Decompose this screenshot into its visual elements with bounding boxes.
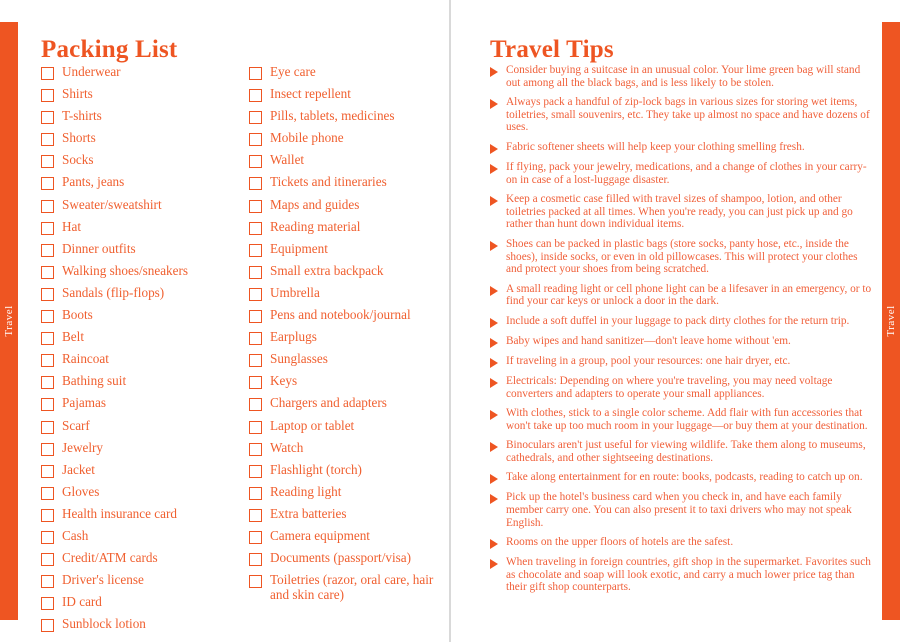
list-item[interactable] — [249, 395, 439, 411]
travel-tips-title: Travel Tips — [490, 36, 614, 63]
list-item[interactable] — [41, 395, 231, 411]
list-item-label: Keys — [270, 373, 298, 389]
list-item[interactable] — [249, 263, 439, 279]
list-item[interactable] — [41, 373, 231, 389]
checkbox-icon[interactable] — [249, 487, 262, 500]
list-item-label: Underwear — [62, 64, 121, 79]
checkbox-icon[interactable] — [41, 531, 54, 544]
list-item-label: Belt — [62, 329, 84, 345]
triangle-bullet-icon — [490, 318, 498, 328]
checkbox-icon[interactable] — [249, 398, 262, 411]
list-item[interactable] — [249, 174, 439, 190]
checkbox-icon[interactable] — [41, 244, 54, 257]
list-item[interactable] — [249, 152, 439, 168]
list-item[interactable] — [249, 130, 439, 146]
checkbox-icon[interactable] — [41, 222, 54, 235]
checkbox-icon[interactable] — [41, 67, 54, 80]
list-item[interactable] — [249, 440, 439, 456]
list-item-label: Cash — [62, 527, 89, 543]
list-item-label: Jewelry — [62, 439, 104, 455]
list-item — [490, 141, 875, 154]
list-item[interactable] — [249, 64, 439, 80]
checkbox-icon[interactable] — [41, 509, 54, 522]
checkbox-icon[interactable] — [249, 443, 262, 456]
list-item — [490, 407, 875, 432]
checkbox-icon[interactable] — [41, 443, 54, 456]
checkbox-icon[interactable] — [41, 553, 54, 566]
list-item-label: Hat — [62, 218, 82, 234]
list-item-label: Walking shoes/sneakers — [62, 262, 189, 278]
triangle-bullet-icon — [490, 442, 498, 452]
list-item[interactable] — [249, 285, 439, 301]
checkbox-icon[interactable] — [249, 354, 262, 367]
list-item[interactable] — [249, 197, 439, 213]
checkbox-icon[interactable] — [41, 155, 54, 168]
list-item[interactable] — [249, 572, 439, 602]
checkbox-icon[interactable] — [41, 398, 54, 411]
list-item[interactable] — [41, 594, 231, 610]
triangle-bullet-icon — [490, 358, 498, 368]
tip-text: With clothes, stick to a single color scheme. Add flair with fun accessories that won't take up too much room in your luggage—or buy them at your destination. — [506, 407, 868, 432]
list-item-label: Jacket — [62, 461, 95, 477]
list-item-label: Tickets and itineraries — [270, 174, 387, 190]
checkbox-icon[interactable] — [249, 200, 262, 213]
list-item-label: Gloves — [62, 483, 100, 499]
checkbox-icon[interactable] — [249, 509, 262, 522]
list-item-label: Scarf — [62, 417, 90, 433]
checkbox-icon[interactable] — [249, 133, 262, 146]
list-item-label: Eye care — [270, 64, 316, 79]
list-item[interactable] — [249, 418, 439, 434]
checkbox-icon[interactable] — [41, 332, 54, 345]
list-item — [490, 536, 875, 549]
list-item-label: Pants, jeans — [62, 174, 125, 190]
list-item[interactable] — [41, 241, 231, 257]
list-item[interactable] — [249, 484, 439, 500]
list-item — [490, 315, 875, 328]
list-item-label: Chargers and adapters — [270, 395, 387, 411]
list-item[interactable] — [41, 572, 231, 588]
list-item-label: Sunblock lotion — [62, 616, 146, 632]
checkbox-icon[interactable] — [249, 531, 262, 544]
tip-text: Take along entertainment for en route: books, podcasts, reading to catch up on. — [506, 471, 863, 484]
list-item[interactable] — [41, 506, 231, 522]
checkbox-icon[interactable] — [249, 67, 262, 80]
list-item[interactable] — [41, 130, 231, 146]
list-item[interactable] — [249, 351, 439, 367]
list-item[interactable] — [41, 174, 231, 190]
list-item-label: Dinner outfits — [62, 240, 136, 256]
list-item[interactable] — [41, 329, 231, 345]
list-item[interactable] — [249, 462, 439, 478]
checkbox-icon[interactable] — [249, 575, 262, 588]
list-item-label: T-shirts — [62, 108, 102, 124]
list-item-label: Pajamas — [62, 395, 106, 411]
list-item-label: Bathing suit — [62, 373, 127, 389]
triangle-bullet-icon — [490, 286, 498, 296]
tip-text: If traveling in a group, pool your resources: one hair dryer, etc. — [506, 354, 791, 367]
list-item-label: Boots — [62, 307, 93, 323]
list-item-label: Health insurance card — [62, 505, 177, 521]
checkbox-icon[interactable] — [249, 421, 262, 434]
list-item[interactable] — [249, 506, 439, 522]
tip-text: Keep a cosmetic case filled with travel sizes of shampoo, lotion, and other toiletries packed at all times. When you're ready, you can just pick up and go rather than hunt down individual items. — [506, 193, 853, 231]
checkbox-icon[interactable] — [41, 354, 54, 367]
list-item — [490, 283, 875, 308]
list-item[interactable] — [41, 418, 231, 434]
list-item-label: Documents (passport/visa) — [270, 550, 412, 566]
list-item — [490, 238, 875, 276]
list-item[interactable] — [249, 329, 439, 345]
packing-list-columns — [41, 64, 441, 638]
list-item-label: Driver's license — [62, 572, 144, 588]
list-item-label: Maps and guides — [270, 196, 360, 212]
edge-tab-left-cut-bottom — [0, 620, 18, 642]
list-item-label: ID card — [62, 594, 102, 610]
triangle-bullet-icon — [490, 494, 498, 504]
tip-text: When traveling in foreign countries, gift shop in the supermarket. Favorites such as chocolate and soap will look exotic, and carry a much lower price tag than their gift shop counterparts. — [506, 556, 871, 594]
list-item[interactable] — [41, 86, 231, 102]
triangle-bullet-icon — [490, 559, 498, 569]
list-item-label: Mobile phone — [270, 130, 344, 146]
list-item[interactable] — [41, 197, 231, 213]
checkbox-icon[interactable] — [41, 465, 54, 478]
list-item[interactable] — [41, 263, 231, 279]
triangle-bullet-icon — [490, 474, 498, 484]
checkbox-icon[interactable] — [249, 332, 262, 345]
tip-text: Binoculars aren't just useful for viewing wildlife. Take them along to museums, cathedrals, and other sightseeing destinations. — [506, 439, 866, 464]
checkbox-icon[interactable] — [41, 200, 54, 213]
triangle-bullet-icon — [490, 164, 498, 174]
tip-text: A small reading light or cell phone light can be a lifesaver in an emergency, or to find your car keys or unlock a door in the dark. — [506, 282, 872, 308]
list-item[interactable] — [249, 108, 439, 124]
checkbox-icon[interactable] — [41, 288, 54, 301]
triangle-bullet-icon — [490, 67, 498, 77]
list-item[interactable] — [249, 307, 439, 323]
list-item-label: Small extra backpack — [270, 262, 384, 278]
packing-list-column-1 — [41, 64, 231, 638]
edge-tab-right-cut-bottom — [882, 620, 900, 642]
list-item[interactable] — [249, 550, 439, 566]
list-item[interactable] — [41, 351, 231, 367]
tip-text: Consider buying a suitcase in an unusual color. Your lime green bag will stand out among all the black bags, and is less likely to be stolen. — [506, 64, 861, 89]
list-item[interactable] — [41, 64, 231, 80]
list-item-label: Reading material — [270, 218, 361, 234]
list-item-label: Reading light — [270, 483, 342, 499]
checkbox-icon[interactable] — [41, 619, 54, 632]
travel-tips-page — [451, 0, 882, 642]
list-item-label: Watch — [270, 439, 304, 455]
edge-tab-left-cut-top — [0, 0, 18, 22]
list-item-label: Insect repellent — [270, 86, 351, 102]
list-item — [490, 375, 875, 400]
checkbox-icon[interactable] — [41, 376, 54, 389]
packing-list-page — [18, 0, 449, 642]
checkbox-icon[interactable] — [249, 310, 262, 323]
checkbox-icon[interactable] — [41, 575, 54, 588]
list-item-label: Earplugs — [270, 329, 317, 345]
list-item[interactable] — [41, 528, 231, 544]
triangle-bullet-icon — [490, 144, 498, 154]
tip-text: Fabric softener sheets will help keep your clothing smelling fresh. — [506, 140, 805, 153]
tip-text: Include a soft duffel in your luggage to pack dirty clothes for the return trip. — [506, 314, 850, 327]
tip-text: If flying, pack your jewelry, medications, and a change of clothes in your carry-on in case of a lost-luggage disaster. — [506, 160, 867, 186]
checkbox-icon[interactable] — [41, 111, 54, 124]
triangle-bullet-icon — [490, 539, 498, 549]
edge-tab-right — [882, 0, 900, 642]
list-item-label: Shirts — [62, 86, 93, 102]
list-item-label: Credit/ATM cards — [62, 550, 158, 566]
list-item[interactable] — [249, 528, 439, 544]
checkbox-icon[interactable] — [249, 553, 262, 566]
checkbox-icon[interactable] — [249, 288, 262, 301]
checkbox-icon[interactable] — [41, 89, 54, 102]
list-item-label: Sandals (flip-flops) — [62, 284, 165, 300]
packing-list-column-2 — [249, 64, 439, 638]
list-item — [490, 96, 875, 134]
list-item-label: Wallet — [270, 152, 305, 168]
list-item[interactable] — [41, 285, 231, 301]
list-item — [490, 556, 875, 594]
list-item[interactable] — [249, 219, 439, 235]
tip-text: Always pack a handful of zip-lock bags in various sizes for storing wet items, toiletries, small souvenirs, etc. They take up almost no space and have dozens of uses. — [506, 96, 870, 134]
checkbox-icon[interactable] — [41, 487, 54, 500]
list-item — [490, 439, 875, 464]
triangle-bullet-icon — [490, 99, 498, 109]
list-item[interactable] — [249, 373, 439, 389]
edge-tab-right-label: Travel — [885, 305, 897, 337]
list-item-label: Pens and notebook/journal — [270, 307, 411, 323]
list-item[interactable] — [41, 219, 231, 235]
checkbox-icon[interactable] — [249, 89, 262, 102]
list-item-label: Pills, tablets, medicines — [270, 108, 395, 124]
checkbox-icon[interactable] — [41, 133, 54, 146]
list-item[interactable] — [41, 484, 231, 500]
checkbox-icon[interactable] — [41, 597, 54, 610]
list-item[interactable] — [41, 307, 231, 323]
checkbox-icon[interactable] — [249, 111, 262, 124]
checkbox-icon[interactable] — [41, 177, 54, 190]
checkbox-icon[interactable] — [41, 421, 54, 434]
checkbox-icon[interactable] — [249, 177, 262, 190]
list-item — [490, 471, 875, 484]
list-item — [490, 355, 875, 368]
packing-list-title: Packing List — [41, 36, 178, 63]
list-item[interactable] — [41, 462, 231, 478]
list-item-label: Umbrella — [270, 284, 320, 300]
triangle-bullet-icon — [490, 338, 498, 348]
list-item-label: Toiletries (razor, oral care, hair and skin care) — [270, 572, 434, 603]
list-item-label: Extra batteries — [270, 505, 347, 521]
checkbox-icon[interactable] — [249, 266, 262, 279]
tip-text: Pick up the hotel's business card when you check in, and have each family member carry one. You can also present it to taxi drivers who may not speak English. — [506, 491, 852, 529]
list-item — [490, 193, 875, 231]
checkbox-icon[interactable] — [249, 222, 262, 235]
travel-tips-list — [490, 64, 875, 601]
edge-tab-right-cut-top — [882, 0, 900, 22]
list-item — [490, 335, 875, 348]
list-item[interactable] — [41, 152, 231, 168]
checkbox-icon[interactable] — [249, 465, 262, 478]
triangle-bullet-icon — [490, 241, 498, 251]
checkbox-icon[interactable] — [249, 376, 262, 389]
list-item-label: Camera equipment — [270, 527, 370, 543]
triangle-bullet-icon — [490, 410, 498, 420]
checkbox-icon[interactable] — [249, 244, 262, 257]
checkbox-icon[interactable] — [41, 310, 54, 323]
list-item-label: Flashlight (torch) — [270, 461, 362, 477]
list-item-label: Equipment — [270, 240, 328, 256]
triangle-bullet-icon — [490, 196, 498, 206]
list-item[interactable] — [41, 550, 231, 566]
checkbox-icon[interactable] — [41, 266, 54, 279]
list-item-label: Shorts — [62, 130, 96, 146]
list-item-label: Laptop or tablet — [270, 417, 355, 433]
list-item — [490, 491, 875, 529]
tip-text: Rooms on the upper floors of hotels are the safest. — [506, 536, 734, 549]
list-item[interactable] — [41, 440, 231, 456]
list-item-label: Sweater/sweatshirt — [62, 196, 162, 212]
tip-text: Shoes can be packed in plastic bags (store socks, panty hose, etc., inside the shoes), inside socks, or even in old pillowcases. This will protect your clothes and protect your shoes from being scratched. — [506, 237, 858, 276]
list-item — [490, 161, 875, 186]
tip-text: Electricals: Depending on where you're traveling, you may need voltage converters and adapters to operate your small appliances. — [506, 374, 833, 400]
list-item[interactable] — [249, 241, 439, 257]
list-item — [490, 64, 875, 89]
list-item-label: Sunglasses — [270, 351, 328, 367]
list-item[interactable] — [249, 86, 439, 102]
tip-text: Baby wipes and hand sanitizer—don't leave home without 'em. — [506, 334, 791, 347]
triangle-bullet-icon — [490, 378, 498, 388]
list-item-label: Raincoat — [62, 351, 109, 367]
list-item[interactable] — [41, 108, 231, 124]
edge-tab-left — [0, 0, 18, 642]
checkbox-icon[interactable] — [249, 155, 262, 168]
list-item[interactable] — [41, 616, 231, 632]
list-item-label: Socks — [62, 152, 94, 168]
edge-tab-left-label: Travel — [3, 305, 15, 337]
